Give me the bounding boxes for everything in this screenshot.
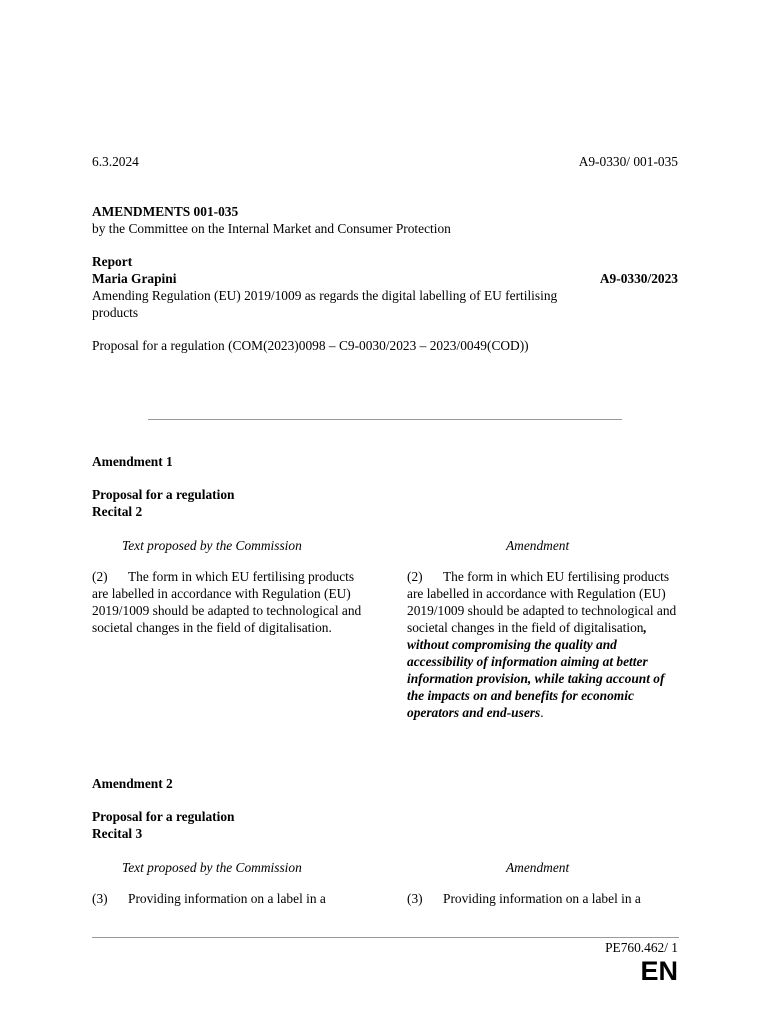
amendment-recital-label: Recital 2 [92, 504, 143, 519]
amendment-column-header: Amendment [506, 538, 570, 553]
amendment-column-header: Amendment [506, 860, 570, 875]
paragraph-number: (3) [92, 891, 108, 906]
report-label: Report [92, 254, 133, 269]
commission-column-header: Text proposed by the Commission [122, 538, 302, 553]
commission-text [92, 890, 367, 907]
proposal-reference: Proposal for a regulation (COM(2023)0098 – C9-0030/2023 – 2023/0049(COD)) [92, 338, 529, 353]
report-subject-line2: products [92, 305, 139, 320]
paragraph-number: (3) [407, 891, 423, 906]
paragraph-text: The form in which EU fertilising products are labelled in accordance with Regulation (EU) 2019/1009 should be adapted to technological and societal changes in the field of digitalisation [407, 569, 677, 635]
report-number: A9-0330/2023 [599, 271, 678, 286]
footer-divider [92, 937, 679, 938]
committee-line: by the Committee on the Internal Market and Consumer Protection [92, 221, 451, 236]
amendment-text [407, 890, 682, 907]
amendment-proposal-label: Proposal for a regulation [92, 809, 235, 824]
document-date: 6.3.2024 [92, 154, 139, 169]
amendments-title: AMENDMENTS 001-035 [92, 204, 239, 219]
paragraph-text: The form in which EU fertilising products are labelled in accordance with Regulation (EU) 2019/1009 should be adapted to technological and societal changes in the field of digitalisation. [92, 569, 362, 635]
paragraph-number: (2) [92, 569, 108, 584]
paragraph-end: . [540, 705, 544, 720]
amendment-heading: Amendment 1 [92, 454, 173, 469]
commission-column-header: Text proposed by the Commission [122, 860, 302, 875]
pe-number: PE760.462/ 1 [605, 940, 678, 955]
amendment-text [407, 568, 682, 721]
report-subject-line1: Amending Regulation (EU) 2019/1009 as regards the digital labelling of EU fertilising [92, 288, 558, 303]
amendment-heading: Amendment 2 [92, 776, 173, 791]
amendment-recital-label: Recital 3 [92, 826, 143, 841]
paragraph-number: (2) [407, 569, 423, 584]
amendment-proposal-label: Proposal for a regulation [92, 487, 235, 502]
commission-text [92, 568, 367, 636]
paragraph-text: Providing information on a label in a [443, 891, 641, 906]
paragraph-text: Providing information on a label in a [128, 891, 326, 906]
language-code: EN [640, 956, 678, 986]
added-text: , without compromising the quality and accessibility of information aiming at better information provision, while taking account of the impacts on and benefits for economic operators and end-users [407, 620, 665, 720]
rapporteur-name: Maria Grapini [92, 271, 177, 286]
section-divider [148, 419, 622, 420]
document-reference: A9-0330/ 001-035 [578, 154, 678, 169]
